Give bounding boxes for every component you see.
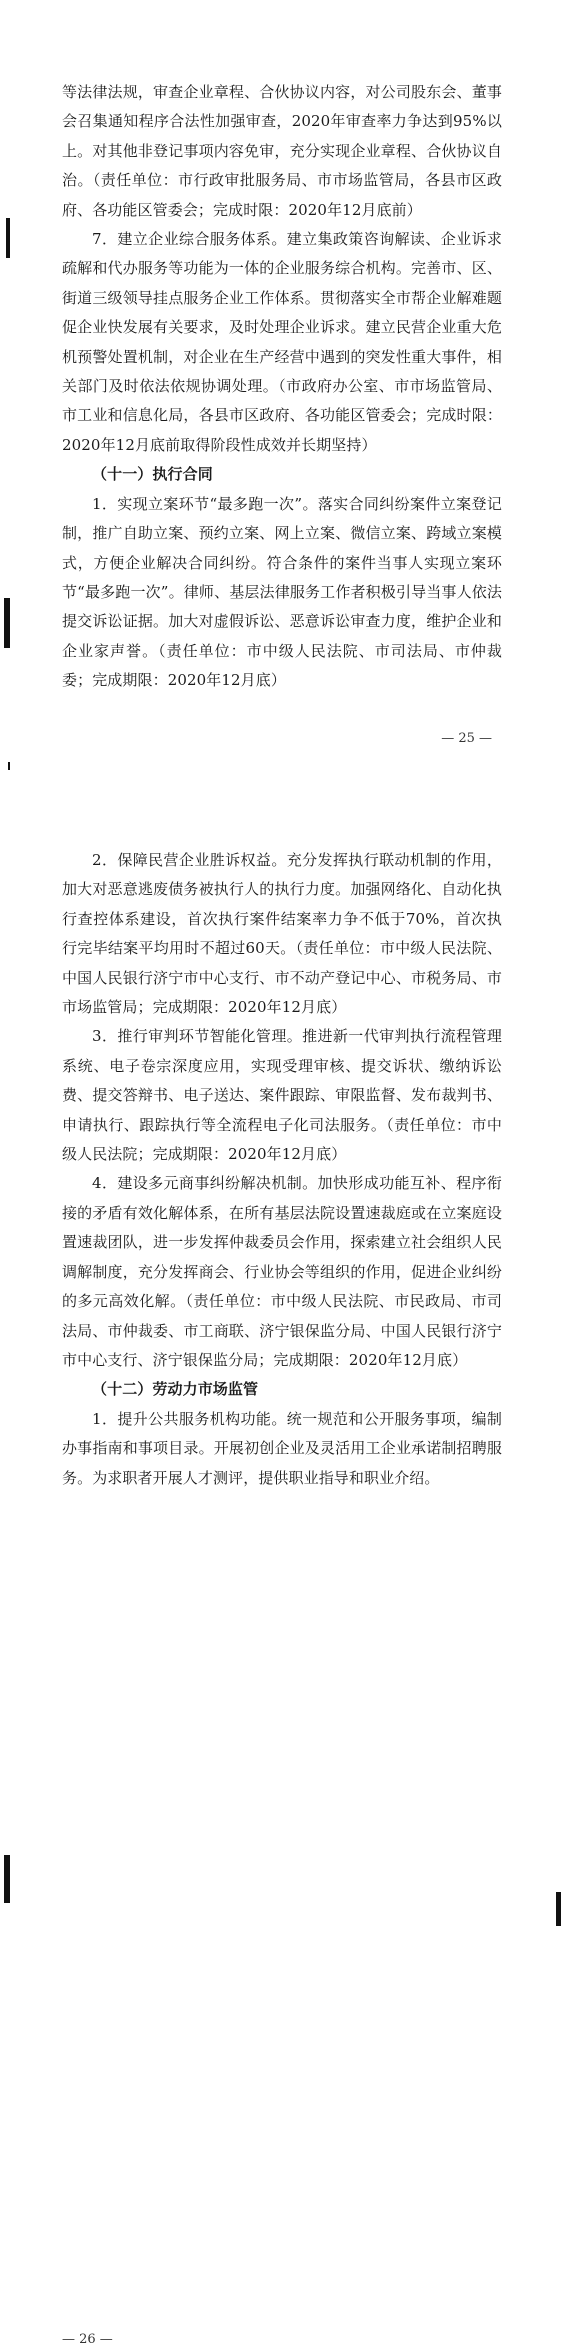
scan-artifact-mark: [4, 598, 10, 648]
section-heading-contract-enforcement: （十一）执行合同: [92, 465, 213, 484]
page-26-body: [62, 846, 502, 1493]
paragraph-item-1-public-service: 1．提升公共服务机构功能。统一规范和公开服务事项，编制办事指南和事项目录。开展初创企业及灵活用工企业承诺制招聘服务。为求职者开展人才测评，提供职业指导和职业介绍。: [62, 1409, 502, 1487]
document-page-25: [0, 0, 562, 800]
page-number-25: — 25 —: [441, 731, 492, 746]
paragraph-continued-charter-review: 等法律法规，审查企业章程、合伙协议内容，对公司股东会、董事会召集通知程序合法性加强审查，2020年审查率力争达到95%以上。对其他非登记事项内容免审，充分实现企业章程、合伙协议自治。（责任单位：市行政审批服务局、市市场监管局，各县市区政府、各功能区管委会；完成时限：2020年12月底前）: [62, 83, 502, 219]
paragraph-item-7-enterprise-service: 7．建立企业综合服务体系。建立集政策咨询解读、企业诉求疏解和代办服务等功能为一体的企业服务综合机构。完善市、区、街道三级领导挂点服务企业工作体系。贯彻落实全市帮企业解难题促企业快发展有关要求，及时处理企业诉求。建立民营企业重大危机预警处置机制，对企业在生产经营中遇到的突发性重大事件，相关部门及时依法依规协调处理。（市政府办公室、市市场监管局、市工业和信息化局，各县市区政府、各功能区管委会；完成时限：2020年12月底前取得阶段性成效并长期坚持）: [62, 230, 502, 454]
paragraph-item-4-dispute-resolution: 4．建设多元商事纠纷解决机制。加快形成功能互补、程序衔接的矛盾有效化解体系，在所有基层法院设置速裁庭或在立案庭设置速裁团队，进一步发挥仲裁委员会作用，探索建立社会组织人民调解制度，充分发挥商会、行业协会等组织的作用，促进企业纠纷的多元高效化解。（责任单位：市中级人民法院、市民政局、市司法局、市仲裁委、市工商联、济宁银保监分局、中国人民银行济宁市中心支行、济宁银保监分局；完成期限：2020年12月底）: [62, 1174, 502, 1369]
paragraph-item-2-winning-rights: 2．保障民营企业胜诉权益。充分发挥执行联动机制的作用，加大对恶意逃废债务被执行人的执行力度。加强网络化、自动化执行查控体系建设，首次执行案件结案率力争不低于70%，首次执行完毕结案平均用时不超过60天。（责任单位：市中级人民法院、中国人民银行济宁市中心支行、市不动产登记中心、市税务局、市市场监管局；完成期限：2020年12月底）: [62, 851, 502, 1017]
scan-artifact-mark: [556, 1892, 561, 1926]
section-heading-labor-market: （十二）劳动力市场监管: [92, 1380, 259, 1399]
paragraph-item-3-smart-trial: 3．推行审判环节智能化管理。推进新一代审判执行流程管理系统、电子卷宗深度应用，实现受理审核、提交诉状、缴纳诉讼费、提交答辩书、电子送达、案件跟踪、审限监督、发布裁判书、申请执行、跟踪执行等全流程电子化司法服务。（责任单位：市中级人民法院；完成期限：2020年12月底）: [62, 1027, 502, 1164]
scan-artifact-mark: [8, 762, 10, 770]
document-page-26: [0, 800, 562, 2347]
page-number-26: — 26 —: [62, 2332, 113, 2347]
page-25-body: [62, 78, 502, 696]
scan-artifact-mark: [4, 1855, 10, 1903]
scan-artifact-mark: [6, 218, 10, 258]
paragraph-item-1-case-filing: 1．实现立案环节“最多跑一次”。落实合同纠纷案件立案登记制，推广自助立案、预约立案、网上立案、微信立案、跨域立案模式，方便企业解决合同纠纷。符合条件的案件当事人实现立案环节“最多跑一次”。律师、基层法律服务工作者积极引导当事人依法提交诉讼证据。加大对虚假诉讼、恶意诉讼审查力度，维护企业和企业家声誉。（责任单位：市中级人民法院、市司法局、市仲裁委；完成期限：2020年12月底）: [62, 494, 502, 690]
